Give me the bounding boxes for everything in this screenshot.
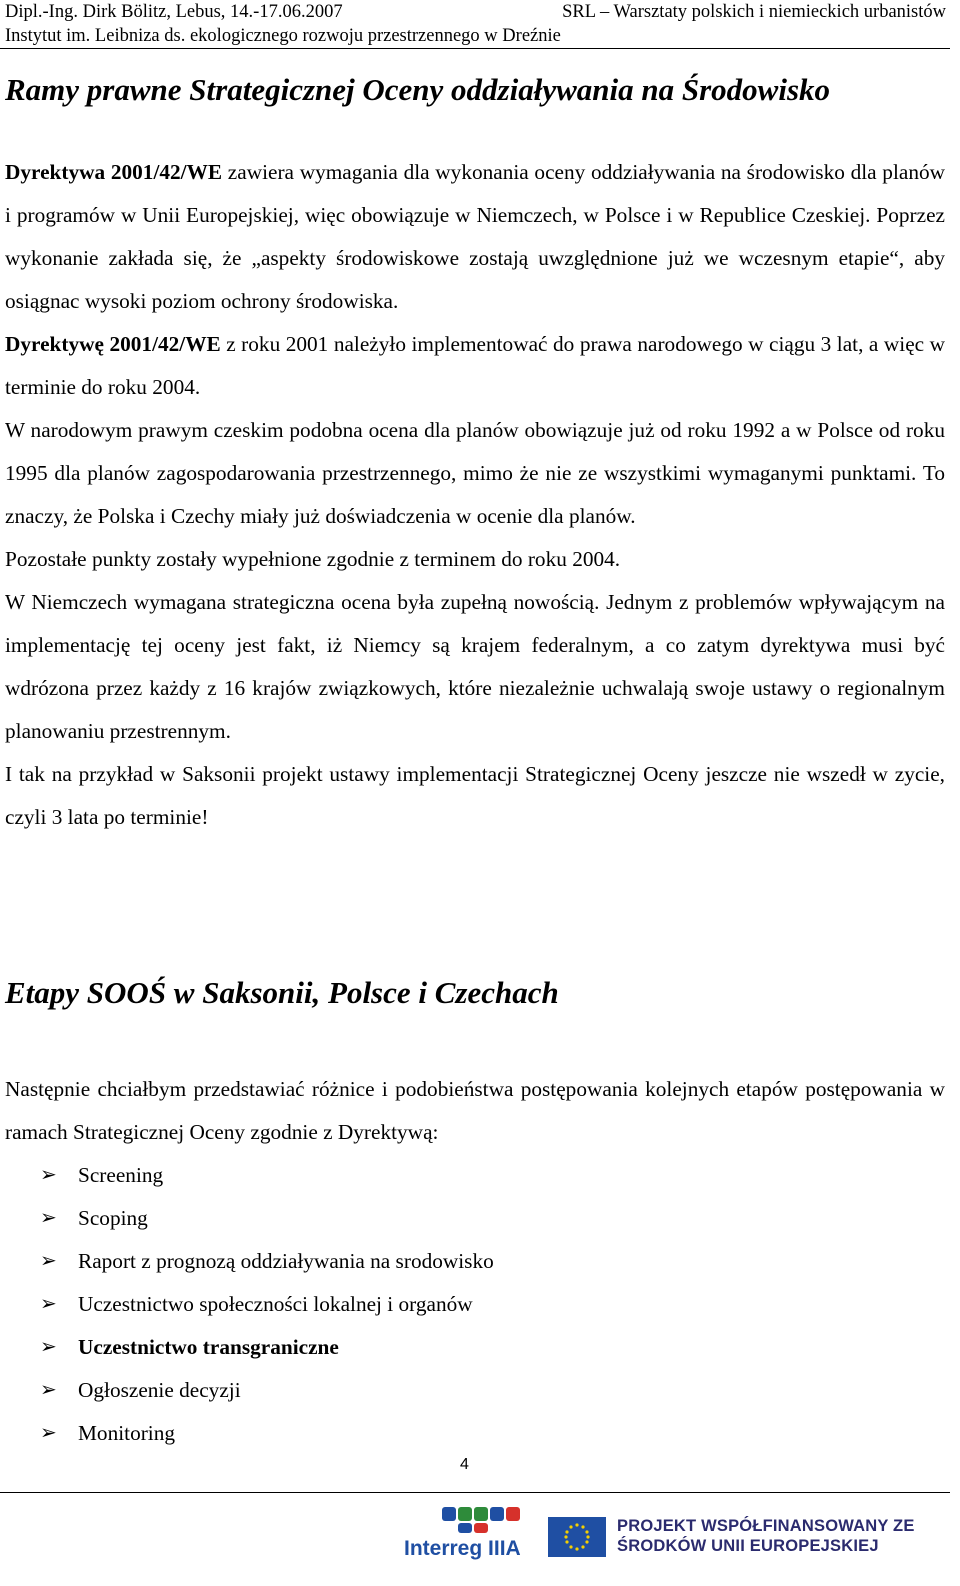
header-divider (0, 48, 950, 49)
list-item: ➢ Ogłoszenie decyzji (40, 1369, 494, 1412)
paragraph-remaining-points: Pozostałe punkty zostały wypełnione zgodnie z terminem do roku 2004. (5, 547, 621, 571)
arrow-bullet-icon: ➢ (40, 1336, 57, 1358)
page-header (5, 0, 946, 48)
eu-cofinancing-label: PROJEKT WSPÓŁFINANSOWANY ZE ŚRODKÓW UNII EUROPEJSKIEJ (617, 1517, 915, 1555)
arrow-bullet-icon: ➢ (40, 1164, 57, 1186)
eu-flag-icon (548, 1517, 606, 1557)
arrow-bullet-icon: ➢ (40, 1207, 57, 1229)
list-item: ➢ Monitoring (40, 1412, 494, 1455)
list-item: ➢ Screening (40, 1154, 494, 1197)
section-title-stages: Etapy SOOŚ w Saksonii, Polsce i Czechach (5, 975, 559, 1010)
list-item: ➢ Uczestnictwo transgraniczne (40, 1326, 494, 1369)
interreg-logo-icon (402, 1503, 526, 1569)
header-institute: Instytut im. Leibniza ds. ekologicznego rozwoju przestrzennego w Dreźnie (5, 26, 561, 46)
interreg-logo-text: Interreg IIIA (404, 1537, 521, 1560)
arrow-bullet-icon: ➢ (40, 1379, 57, 1401)
page-number: 4 (460, 1456, 469, 1473)
list-item: ➢ Scoping (40, 1197, 494, 1240)
header-event: SRL – Warsztaty polskich i niemieckich urbanistów (562, 2, 946, 22)
section-intro-stages (5, 1068, 945, 1154)
directive-name: Dyrektywa 2001/42/WE (5, 160, 223, 184)
section-title-legal-framework: Ramy prawne Strategicznej Oceny oddziaływania na Środowisko (5, 72, 831, 107)
footer-divider (0, 1492, 950, 1493)
arrow-bullet-icon: ➢ (40, 1250, 57, 1272)
header-author: Dipl.-Ing. Dirk Bölitz, Lebus, 14.-17.06.2007 (5, 2, 343, 22)
stages-list (40, 1154, 494, 1455)
arrow-bullet-icon: ➢ (40, 1422, 57, 1444)
paragraph-stages-intro: Następnie chciałbym przedstawiać różnice i podobieństwa postępowania kolejnych etapów postępowania w ramach Strategicznej Oceny zgodnie z Dyrektywą: (5, 1077, 945, 1144)
list-item: ➢ Raport z prognozą oddziaływania na srodowisko (40, 1240, 494, 1283)
list-item: ➢ Uczestnictwo społeczności lokalnej i organów (40, 1283, 494, 1326)
paragraph-directive: Dyrektywa 2001/42/WE zawiera wymagania dla wykonania oceny oddziaływania na środowisko dla planów i programów w Unii Europejskiej, więc obowiązuje w Niemczech, w Polsce i w Republice Czeskiej. Poprzez wykonanie zakłada się, że „aspekty środowiskowe zostają uwzględnione już we wczesnym etapie“, aby osiągnac wysoki poziom ochrony środowiska. (5, 160, 945, 313)
paragraph-germany: W Niemczech wymagana strategiczna ocena była zupełną nowością. Jednym z problemów wpływającym na implementację tej oceny jest fakt, iż Niemcy są krajem federalnym, a co zatym dyrektywa musi być wdrózona przez każdy z 16 krajów związkowych, które niezależnie uchwalają swoje ustawy o regionalnym planowaniu przestrennym. (5, 590, 945, 743)
section-body-legal-framework (5, 151, 945, 839)
paragraph-saxony: I tak na przykład w Saksonii projekt ustawy implementacji Strategicznej Oceny jeszcze nie wszedł w zycie, czyli 3 lata po terminie! (5, 762, 945, 829)
directive-name: Dyrektywę 2001/42/WE (5, 332, 221, 356)
paragraph-implementation: Dyrektywę 2001/42/WE z roku 2001 należyło implementować do prawa narodowego w ciągu 3 lat, a więc w terminie do roku 2004. (5, 332, 945, 399)
arrow-bullet-icon: ➢ (40, 1293, 57, 1315)
paragraph-czech-polish-law: W narodowym prawym czeskim podobna ocena dla planów obowiązuje już od roku 1992 a w Polsce od roku 1995 dla planów zagospodarowania przestrzennego, mimo że nie ze wszystkimi wymaganymi punktami. To znaczy, że Polska i Czechy miały już doświadczenia w ocenie dla planów. (5, 418, 945, 528)
